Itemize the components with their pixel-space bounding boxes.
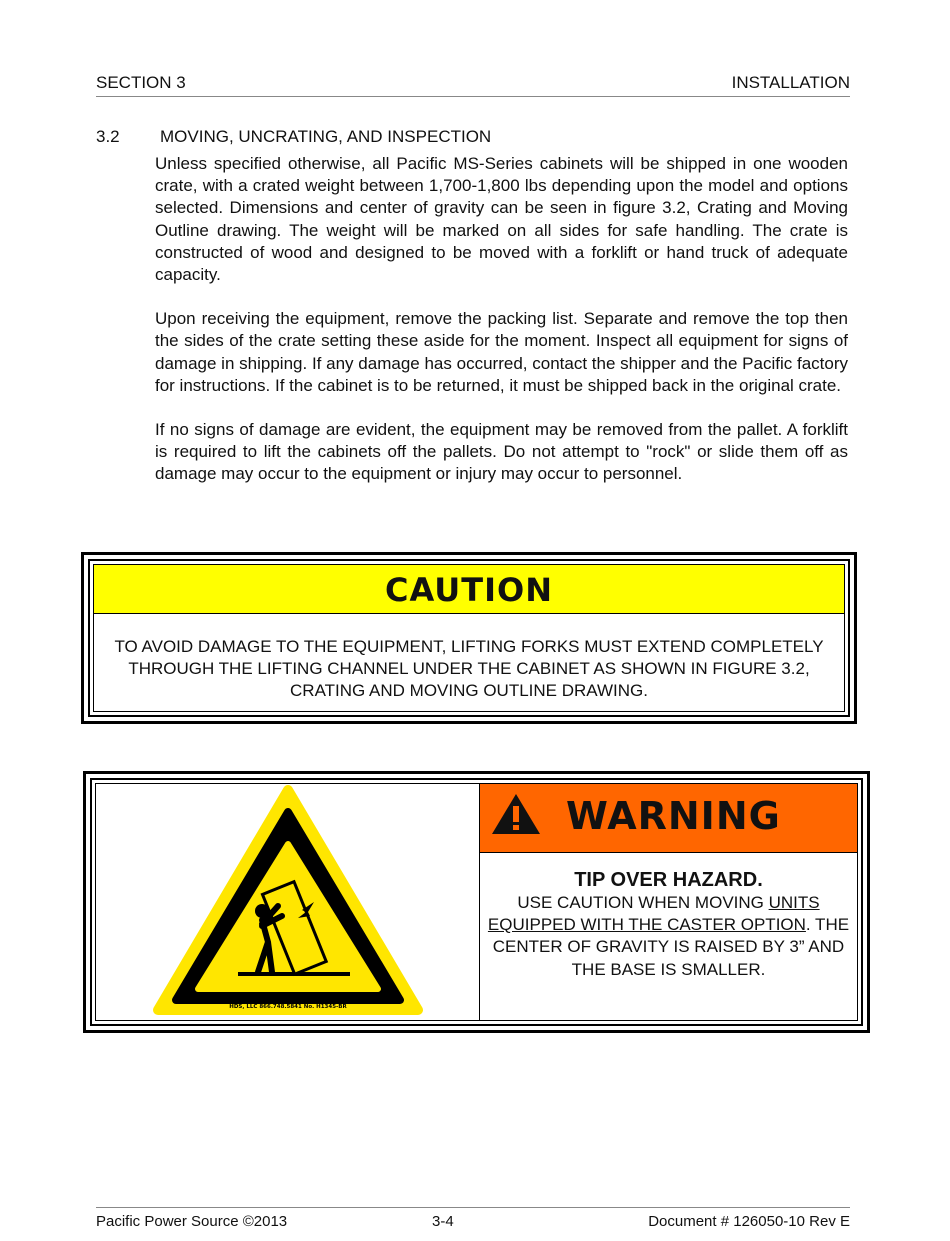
footer-document-number: Document # 126050-10 Rev E [648,1213,850,1230]
warning-band [480,784,857,853]
warning-label: WARNING [566,794,781,838]
header-section: SECTION 3 [96,73,186,92]
section-number: 3.2 [96,127,120,146]
warning-box [83,771,870,1033]
caution-text: TO AVOID DAMAGE TO THE EQUIPMENT, LIFTING FORKS MUST EXTEND COMPLETELY THROUGH THE LIFTING CHANNEL UNDER THE CABINET AS SHOWN IN FIGURE 3.2, CRATING AND MOVING OUTLINE DRAWING. [114,637,824,700]
paragraph-receiving: Upon receiving the equipment, remove the packing list. Separate and remove the top then the sides of the crate setting these aside for the moment. Inspect all equipment for signs of damage in shipping. If any damage has occurred, contact the shipper and the Pacific factory for instructions. If the cabinet is to be returned, it must be shipped back in the original crate. [155,309,848,395]
footer-copyright: Pacific Power Source ©2013 [96,1213,288,1230]
header-chapter: INSTALLATION [731,73,850,92]
hazard-label-caption: HDS, LLC 866.748.5841 No. H1345-BR [229,1004,347,1010]
paragraph-removal: If no signs of damage are evident, the equipment may be removed from the pallet. A forklift is required to lift the cabinets off the pallets. Do not attempt to "rock" or slide them off as damage may occur to the equipment or injury may occur to personnel. [155,420,848,484]
caution-label: CAUTION [94,565,844,614]
paragraph-shipping: Unless specified otherwise, all Pacific MS-Series cabinets will be shipped in one wooden crate, with a crated weight between 1,700-1,800 lbs depending upon the model and options selected. Dimensions and center of gravity can be seen in figure 3.2, Crating and Moving Outline drawing. The weight will be marked on all sides for safe handling. The crate is constructed of wood and designed to be moved with a forklift or hand truck of adequate capacity. [155,154,848,285]
body-text [155,153,848,508]
warning-text-part-2: . THE CENTER OF GRAVITY IS RAISED BY 3” AND THE BASE IS SMALLER. [492,915,850,979]
warning-text-part-1: USE CAUTION WHEN MOVING [517,893,769,912]
warning-text-cell [480,784,857,1020]
section-heading [96,126,491,148]
section-title: MOVING, UNCRATING, AND INSPECTION [160,127,492,146]
warning-title: TIP OVER HAZARD. [574,869,763,891]
page-header [96,72,850,97]
page-footer [96,1207,850,1232]
warning-image-cell [96,784,480,1020]
warning-text-underlined: UNITS EQUIPPED WITH THE CASTER OPTION [487,893,820,935]
caution-box [81,552,857,724]
warning-body [480,853,857,981]
tip-over-hazard-icon [96,784,479,1024]
warning-triangle-icon [490,792,542,836]
footer-page-number: 3-4 [432,1213,454,1230]
